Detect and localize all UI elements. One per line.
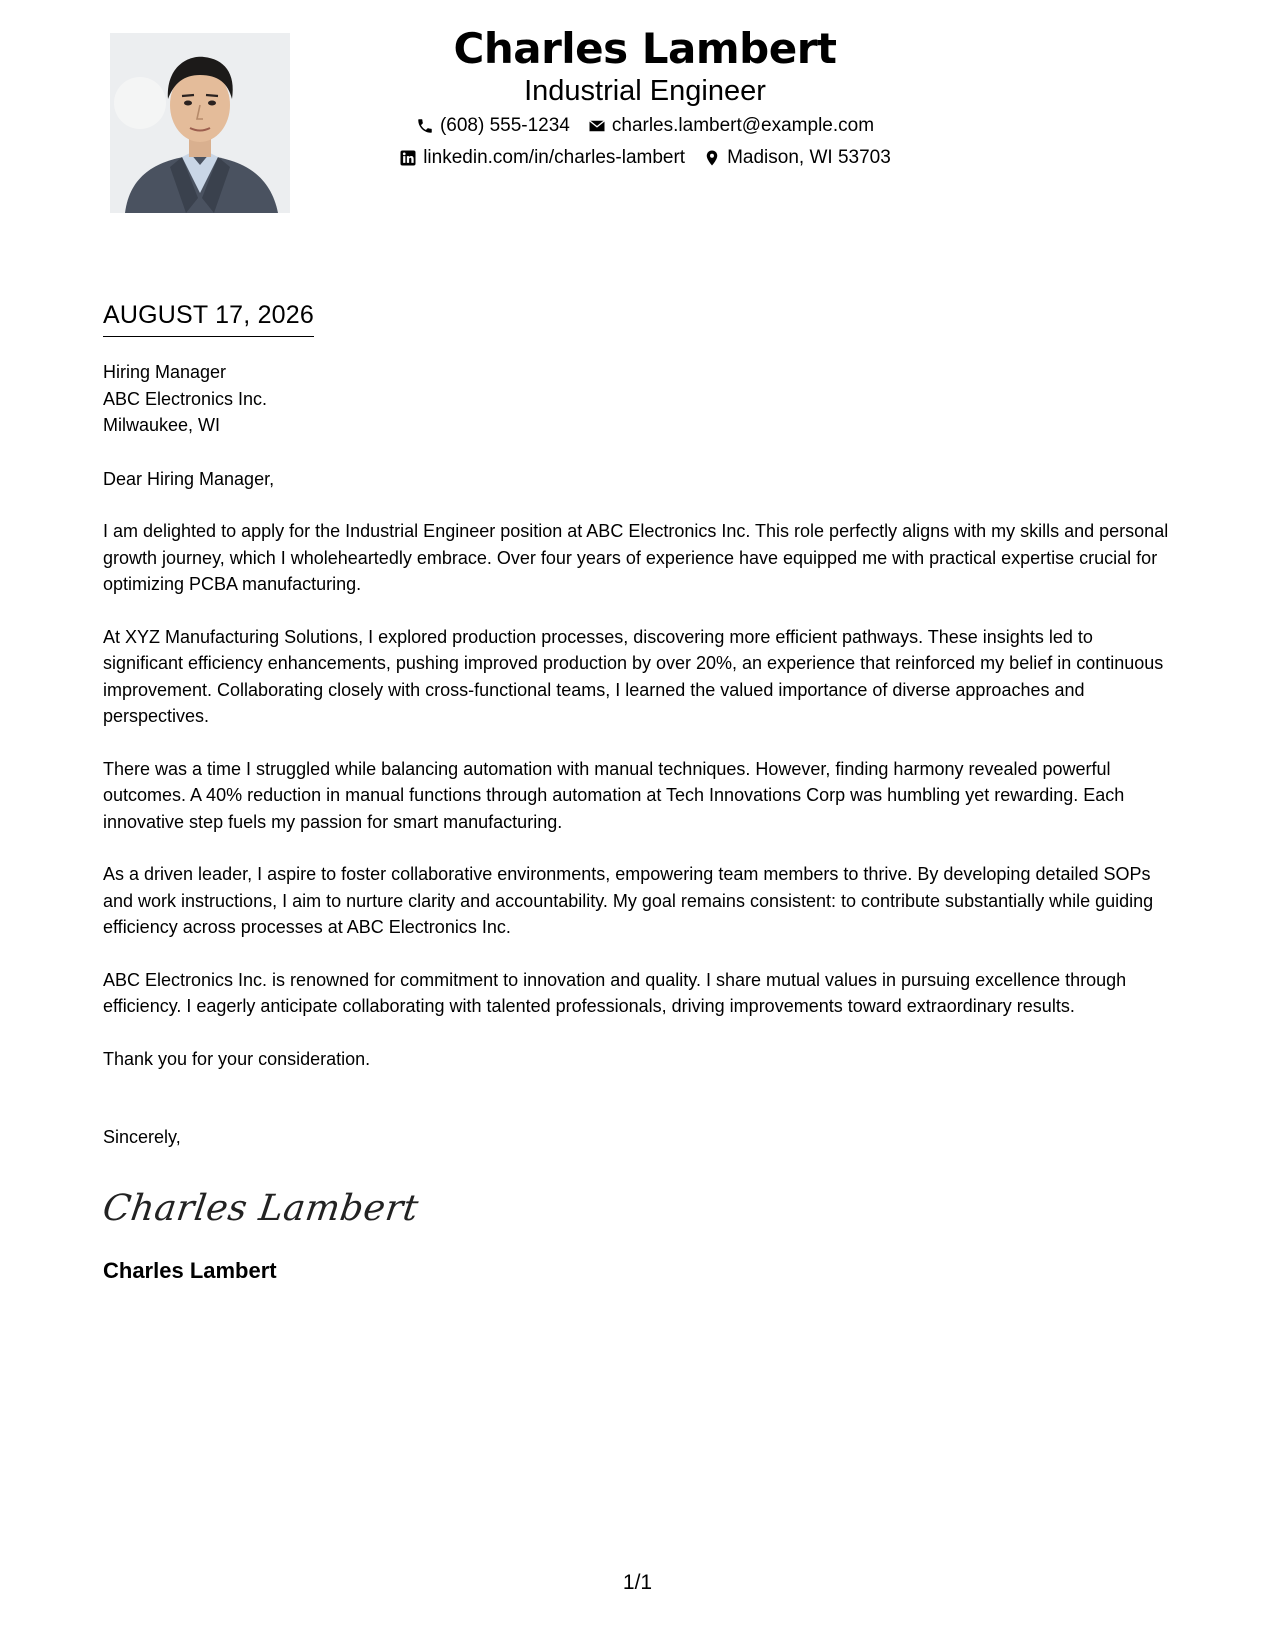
contact-row-2 [320, 146, 970, 170]
applicant-name: Charles Lambert [453, 24, 837, 73]
salutation: Dear Hiring Manager, [103, 468, 275, 489]
location-text: Madison, WI 53703 [727, 147, 891, 168]
envelope-icon [588, 117, 606, 135]
date-block [103, 300, 314, 337]
paragraph-leadership: As a driven leader, I aspire to foster collaborative environments, empowering team members to thrive. By developing detailed SOPs and work instructions, I aim to nurture clarity and accountability. My goal remains consistent: to contribute substantially while guiding efficiency across processes at ABC Electronics Inc. [103, 864, 1154, 937]
contact-linkedin[interactable] [399, 146, 685, 170]
phone-number: (608) 555-1234 [439, 115, 570, 136]
page-number: 1/1 [622, 1571, 653, 1594]
person-portrait-icon [110, 33, 290, 213]
email-address: charles.lambert@example.com [611, 115, 875, 136]
letter-body [100, 300, 1173, 1285]
linkedin-url: linkedin.com/in/charles-lambert [423, 147, 686, 168]
phone-icon [416, 117, 434, 135]
paragraph-experience: At XYZ Manufacturing Solutions, I explored production processes, discovering more efficient pathways. These insights led to significant efficiency enhancements, pushing improved production by over 20%, an experience that reinforced my belief in continuous improvement. Collaborating closely with cross-functional teams, I learned the valued importance of diverse approaches and perspectives. [103, 626, 1164, 726]
linkedin-icon [399, 149, 417, 167]
paragraph-automation: There was a time I struggled while balancing automation with manual techniques. However, finding harmony revealed powerful outcomes. A 40% reduction in manual functions through automation at Tech Innovations Corp was humbling yet rewarding. Each innovative step fuels my passion for smart manufacturing. [103, 758, 1125, 832]
map-pin-icon [703, 149, 721, 167]
closing-line: Thank you for your consideration. [103, 1048, 371, 1069]
paragraph-intro: I am delighted to apply for the Industrial Engineer position at ABC Electronics Inc. This role perfectly aligns with my skills and personal growth journey, which I wholeheartedly embrace. Over four years of experience have equipped me with practical expertise crucial for optimizing PCBA manufacturing. [103, 521, 1169, 594]
signer-name: Charles Lambert [103, 1257, 277, 1283]
letter-date: AUGUST 17, 2026 [103, 301, 314, 329]
contact-location [703, 146, 891, 170]
header [320, 22, 970, 170]
recipient-company: ABC Electronics Inc. [103, 388, 268, 409]
contact-phone[interactable] [416, 114, 570, 138]
profile-photo [110, 33, 290, 213]
recipient-block [103, 359, 1173, 439]
job-title: Industrial Engineer [524, 75, 766, 107]
contact-email[interactable] [588, 114, 874, 138]
paragraph-company-fit: ABC Electronics Inc. is renowned for commitment to innovation and quality. I share mutual values in pursuing excellence through efficiency. I eagerly anticipate collaborating with talented professionals, driving improvements toward extraordinary results. [103, 969, 1127, 1016]
recipient-location: Milwaukee, WI [103, 415, 221, 435]
contact-row-1 [320, 114, 970, 138]
signoff: Sincerely, [103, 1127, 181, 1147]
handwritten-signature: Charles Lambert [100, 1187, 422, 1229]
recipient-name: Hiring Manager [103, 362, 227, 382]
